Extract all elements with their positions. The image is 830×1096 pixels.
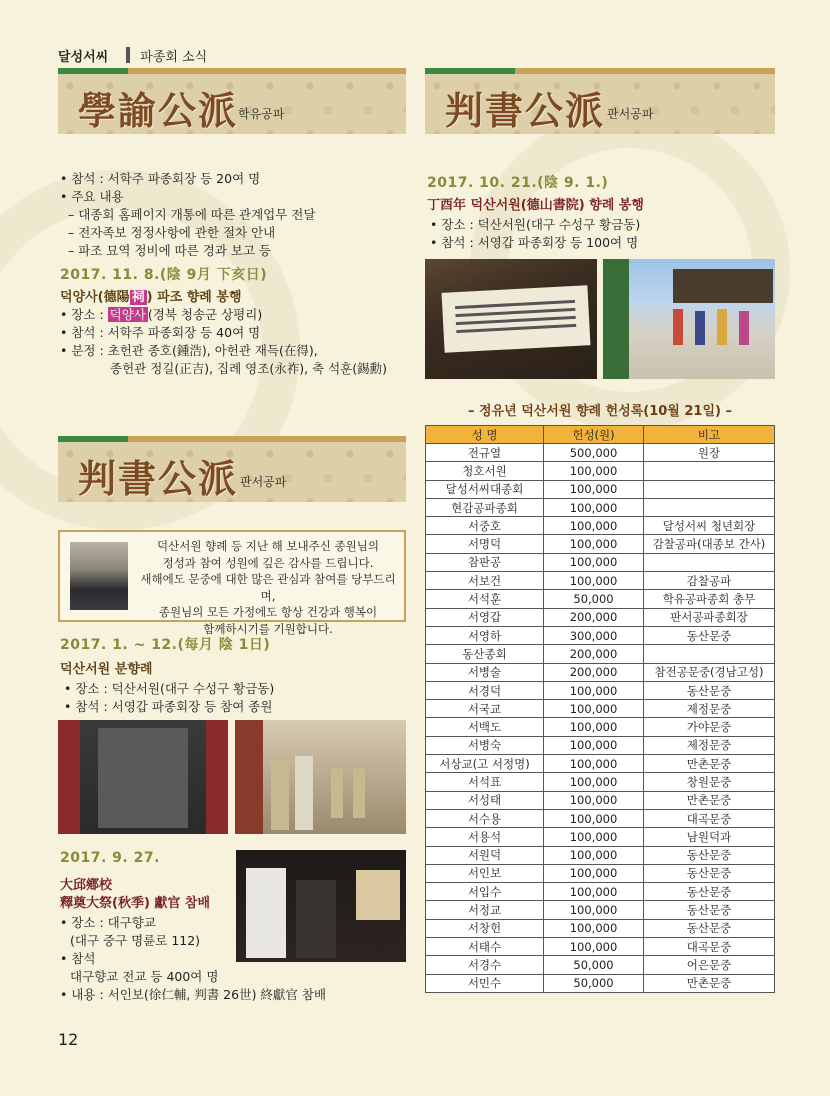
donor-name-cell: 서영갑 — [426, 608, 544, 626]
event-heading: 釋奠大祭(秋季) 獻官 참배 — [60, 896, 211, 911]
remark-cell: 판서공파종회장 — [644, 608, 775, 626]
donor-name-cell: 서성태 — [426, 791, 544, 809]
amount-cell: 100,000 — [544, 864, 644, 882]
deoksan-details — [430, 216, 640, 252]
table-row — [426, 828, 775, 846]
remark-cell: 제정문중 — [644, 736, 775, 754]
event-heading: 丁酉年 덕산서원(德山書院) 향례 봉행 — [427, 198, 644, 213]
donor-name-cell: 서병술 — [426, 663, 544, 681]
highlight-text: 祠 — [131, 290, 145, 305]
detail-line: • 참석 : 서학주 파종회장 등 40여 명 — [60, 325, 261, 340]
event-heading: 大邱鄕校 — [60, 878, 113, 893]
table-row — [426, 755, 775, 773]
remark-cell: 참전공문중(경남고성) — [644, 663, 775, 681]
greeting-message — [138, 538, 398, 637]
detail-line: • 주요 내용 — [60, 189, 124, 204]
column-header: 헌성(원) — [544, 426, 644, 444]
detail-line: • 장소 : 대구향교 — [60, 915, 156, 930]
remark-cell: 원장 — [644, 444, 775, 462]
banner-panseo-left — [58, 436, 406, 502]
banner-hanja-title: 判書公派 — [78, 456, 239, 501]
remark-cell: 대곡문중 — [644, 938, 775, 956]
table-row — [426, 846, 775, 864]
header-divider — [126, 47, 130, 63]
table-row — [426, 645, 775, 663]
detail-line: • 장소 : 덕산서원(대구 수성구 황금동) — [64, 681, 275, 696]
table-row — [426, 626, 775, 644]
remark-cell: 동산문중 — [644, 681, 775, 699]
table-row — [426, 462, 775, 480]
table-row — [426, 809, 775, 827]
remark-cell — [644, 645, 775, 663]
detail-line: 종헌관 정길(正吉), 집례 영조(永祚), 축 석훈(錫勳) — [110, 361, 387, 376]
table-row — [426, 791, 775, 809]
donor-name-cell: 달성서씨대종회 — [426, 480, 544, 498]
banner-hanja-title: 判書公派 — [445, 88, 606, 133]
remark-cell — [644, 480, 775, 498]
amount-cell: 100,000 — [544, 901, 644, 919]
column-header: 성 명 — [426, 426, 544, 444]
detail-line: 대구향교 전교 등 400여 명 — [70, 969, 219, 984]
remark-cell: 감찰공파 — [644, 572, 775, 590]
photo-ceremony-procession — [603, 259, 775, 379]
amount-cell: 50,000 — [544, 590, 644, 608]
remark-cell: 감찰공파(대종보 간사) — [644, 535, 775, 553]
donor-name-cell: 현감공파종회 — [426, 498, 544, 516]
amount-cell: 100,000 — [544, 553, 644, 571]
remark-cell: 동산문중 — [644, 846, 775, 864]
table-row — [426, 773, 775, 791]
donor-name-cell: 서보건 — [426, 572, 544, 590]
amount-cell: 100,000 — [544, 681, 644, 699]
table-row — [426, 572, 775, 590]
magazine-name: 달성서씨 — [58, 49, 109, 65]
table-row — [426, 938, 775, 956]
donor-name-cell: 서경덕 — [426, 681, 544, 699]
table-row — [426, 663, 775, 681]
remark-cell: 동산문중 — [644, 626, 775, 644]
detail-line: (대구 중구 명륜로 112) — [70, 933, 201, 948]
donor-name-cell: 서백도 — [426, 718, 544, 736]
column-header: 비고 — [644, 426, 775, 444]
amount-cell: 50,000 — [544, 974, 644, 992]
amount-cell: 100,000 — [544, 700, 644, 718]
remark-cell: 창원문중 — [644, 773, 775, 791]
banner-haguyu — [58, 68, 406, 134]
table-row — [426, 535, 775, 553]
amount-cell: 100,000 — [544, 480, 644, 498]
donor-name-cell: 서정교 — [426, 901, 544, 919]
message-line: 정성과 참여 성원에 깊은 감사를 드립니다. — [162, 555, 374, 570]
banner-hanja-title: 學諭公派 — [78, 88, 239, 133]
remark-cell: 만촌문중 — [644, 755, 775, 773]
highlight-text: 덕양사 — [109, 307, 146, 322]
donor-name-cell: 참판공 — [426, 553, 544, 571]
table-row — [426, 480, 775, 498]
banner-korean-title: 학유공파 — [238, 107, 285, 121]
donor-name-cell: 서민수 — [426, 974, 544, 992]
detail-line — [60, 306, 387, 324]
photo-memorial-rite — [235, 720, 406, 834]
donor-name-cell: 서창헌 — [426, 919, 544, 937]
detail-line: • 참석 : 서영갑 파종회장 등 100여 명 — [430, 235, 639, 250]
amount-cell: 100,000 — [544, 736, 644, 754]
remark-cell: 만촌문중 — [644, 974, 775, 992]
donor-name-cell: 서석훈 — [426, 590, 544, 608]
event-heading — [60, 286, 242, 305]
donor-name-cell: 서국교 — [426, 700, 544, 718]
table-row — [426, 608, 775, 626]
amount-cell: 200,000 — [544, 663, 644, 681]
greeting-message-box — [58, 530, 406, 636]
remark-cell: 달성서씨 청년회장 — [644, 517, 775, 535]
remark-cell — [644, 498, 775, 516]
photo-hyanggyo-rite — [236, 850, 406, 962]
detail-line: • 참석 — [60, 951, 96, 966]
amount-cell: 100,000 — [544, 773, 644, 791]
event-date: 2017. 1. ~ 12.(每月 陰 1日) — [60, 637, 271, 653]
amount-cell: 200,000 — [544, 645, 644, 663]
detail-line: • 참석 : 서영갑 파종회장 등 참여 종원 — [64, 699, 273, 714]
remark-cell: 학유공파종회 총무 — [644, 590, 775, 608]
table-row — [426, 864, 775, 882]
table-row — [426, 883, 775, 901]
table-row — [426, 974, 775, 992]
banner-korean-title: 판서공파 — [607, 107, 654, 121]
running-header — [58, 44, 207, 66]
detail-line: – 파조 묘역 정비에 따른 경과 보고 등 — [68, 243, 272, 258]
table-row — [426, 553, 775, 571]
table-row — [426, 517, 775, 535]
remark-cell: 동산문중 — [644, 919, 775, 937]
amount-cell: 100,000 — [544, 809, 644, 827]
amount-cell: 100,000 — [544, 535, 644, 553]
amount-cell: 100,000 — [544, 791, 644, 809]
amount-cell: 300,000 — [544, 626, 644, 644]
donor-name-cell: 서태수 — [426, 938, 544, 956]
remark-cell: 동산문중 — [644, 864, 775, 882]
table-row — [426, 736, 775, 754]
donor-name-cell: 서수용 — [426, 809, 544, 827]
detail-line: • 장소 : 덕산서원(대구 수성구 황금동) — [430, 217, 641, 232]
donor-name-cell: 서상교(고 서정명) — [426, 755, 544, 773]
banner-panseo-right — [425, 68, 775, 134]
amount-cell: 100,000 — [544, 462, 644, 480]
donor-name-cell: 서영하 — [426, 626, 544, 644]
photo-stone-monument — [58, 720, 228, 834]
detail-line: – 전자족보 정정사항에 관한 절차 안내 — [68, 225, 276, 240]
donor-name-cell: 서인보 — [426, 864, 544, 882]
amount-cell: 100,000 — [544, 883, 644, 901]
message-line: 새해에도 문중에 대한 많은 관심과 참여를 당부드리며, — [140, 572, 396, 603]
remark-cell: 만촌문중 — [644, 791, 775, 809]
remark-cell: 남원덕과 — [644, 828, 775, 846]
event-heading: 덕산서원 분향례 — [60, 662, 153, 677]
table-row — [426, 700, 775, 718]
label: • 장소 : — [60, 307, 108, 322]
deokyangsa-details — [60, 306, 387, 378]
table-row — [426, 590, 775, 608]
remark-cell — [644, 553, 775, 571]
amount-cell: 50,000 — [544, 956, 644, 974]
donation-table — [425, 425, 775, 993]
donor-name-cell: 청호서원 — [426, 462, 544, 480]
remark-cell: 어은문중 — [644, 956, 775, 974]
portrait-photo — [70, 542, 128, 610]
remark-cell: 동산문중 — [644, 883, 775, 901]
amount-cell: 100,000 — [544, 755, 644, 773]
amount-cell: 100,000 — [544, 828, 644, 846]
donor-name-cell: 서경수 — [426, 956, 544, 974]
photo-document-scroll — [425, 259, 597, 379]
heading-text: ) 파조 향례 봉행 — [146, 290, 242, 305]
page-number: 12 — [58, 1030, 79, 1049]
remark-cell: 대곡문중 — [644, 809, 775, 827]
table-header-row — [426, 426, 775, 444]
amount-cell: 100,000 — [544, 938, 644, 956]
amount-cell: 100,000 — [544, 846, 644, 864]
value: (경북 청송군 상평리) — [147, 307, 263, 322]
detail-line: • 내용 : 서인보(徐仁輔, 判書 26世) 終獻官 참배 — [60, 987, 327, 1002]
bunhyangrye-details — [64, 680, 274, 716]
table-row — [426, 444, 775, 462]
remark-cell: 동산문중 — [644, 901, 775, 919]
donor-name-cell: 서원덕 — [426, 846, 544, 864]
donor-name-cell: 서중호 — [426, 517, 544, 535]
amount-cell: 200,000 — [544, 608, 644, 626]
table-row — [426, 498, 775, 516]
remark-cell: 제정문중 — [644, 700, 775, 718]
message-line: 덕산서원 향례 등 지난 해 보내주신 종원님의 — [157, 539, 379, 553]
amount-cell: 500,000 — [544, 444, 644, 462]
detail-line: • 참석 : 서학주 파종회장 등 20여 명 — [60, 171, 261, 186]
donor-name-cell: 동산종회 — [426, 645, 544, 663]
detail-line: • 분정 : 초헌관 종호(鍾浩), 아헌관 재득(在得), — [60, 343, 318, 358]
amount-cell: 100,000 — [544, 919, 644, 937]
section-name: 파종회 소식 — [140, 49, 208, 65]
donor-name-cell: 서용석 — [426, 828, 544, 846]
message-line: 종원님의 모든 가정에도 항상 건강과 행복이 — [158, 605, 378, 619]
message-line: 함께하시기를 기원합니다. — [203, 621, 333, 636]
event-date: 2017. 9. 27. — [60, 850, 160, 866]
amount-cell: 100,000 — [544, 718, 644, 736]
table-row — [426, 919, 775, 937]
remark-cell — [644, 462, 775, 480]
table-row — [426, 681, 775, 699]
detail-line: – 대종회 홈페이지 개통에 따른 관계업무 전달 — [68, 207, 316, 222]
table-row — [426, 901, 775, 919]
table-title: – 정유년 덕산서원 향례 헌성록(10월 21일) – — [467, 404, 733, 419]
event-date: 2017. 11. 8.(陰 9月 下亥日) — [60, 267, 268, 283]
donor-name-cell: 전규열 — [426, 444, 544, 462]
event-date: 2017. 10. 21.(陰 9. 1.) — [427, 175, 609, 191]
amount-cell: 100,000 — [544, 572, 644, 590]
table-row — [426, 956, 775, 974]
amount-cell: 100,000 — [544, 517, 644, 535]
table-row — [426, 718, 775, 736]
donor-name-cell: 서석표 — [426, 773, 544, 791]
amount-cell: 100,000 — [544, 498, 644, 516]
haguyu-meeting-details — [60, 170, 315, 260]
remark-cell: 가야문중 — [644, 718, 775, 736]
donor-name-cell: 서병숙 — [426, 736, 544, 754]
donor-name-cell: 서명덕 — [426, 535, 544, 553]
banner-korean-title: 판서공파 — [240, 475, 287, 489]
heading-text: 덕양사(德陽 — [60, 290, 130, 305]
donor-name-cell: 서입수 — [426, 883, 544, 901]
